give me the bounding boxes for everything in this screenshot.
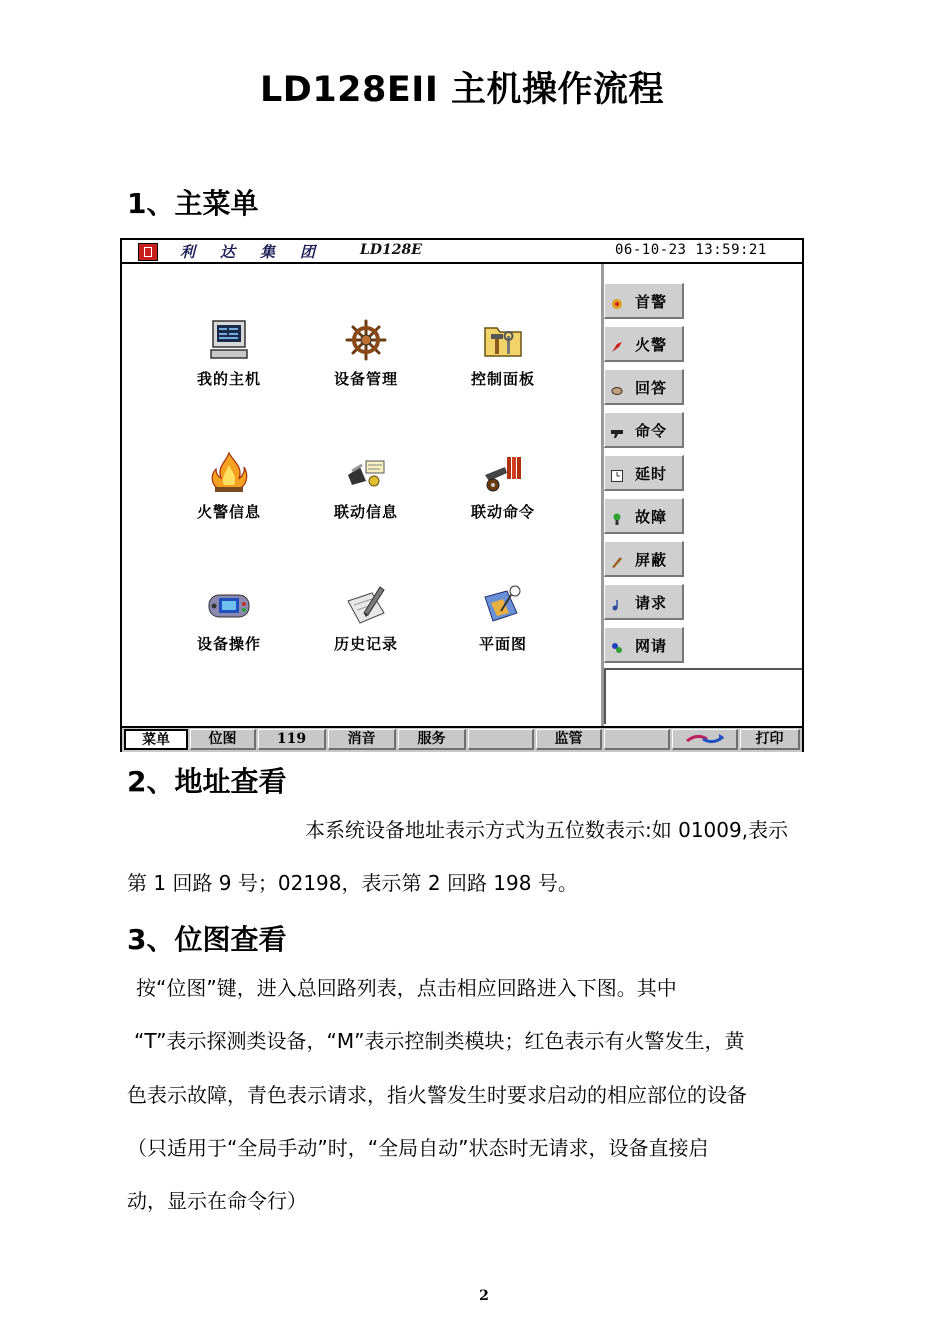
app-device-management[interactable] xyxy=(311,318,421,408)
bottom-button-menu[interactable]: 菜单 xyxy=(124,729,188,750)
side-button-fault[interactable] xyxy=(604,498,684,534)
section-heading-address: 2、地址查看 xyxy=(127,765,287,798)
arrows-icon xyxy=(685,732,725,750)
side-button-label: 命令 xyxy=(635,422,668,440)
app-label: 设备管理 xyxy=(333,370,398,388)
handheld-icon xyxy=(207,583,251,627)
bottom-button-switch[interactable] xyxy=(672,729,738,750)
command-icon xyxy=(611,424,623,436)
app-floor-plan[interactable] xyxy=(448,583,558,673)
app-label: 火警信息 xyxy=(196,503,261,521)
app-linkage-info[interactable] xyxy=(311,451,421,541)
status-sidebar xyxy=(604,264,802,726)
app-control-panel[interactable] xyxy=(448,318,558,408)
paragraph-line: 动，显示在命令行） xyxy=(127,1189,307,1213)
company-char: 达 xyxy=(220,243,236,261)
app-label: 联动信息 xyxy=(333,503,398,521)
side-button-network-request[interactable] xyxy=(604,627,684,663)
bottom-button-supervise[interactable]: 监管 xyxy=(536,729,602,750)
document-title: LD128EII 主机操作流程 xyxy=(259,70,665,110)
app-linkage-command[interactable] xyxy=(448,451,558,541)
screen-titlebar xyxy=(122,240,802,264)
network-request-icon xyxy=(611,639,623,651)
model-name: LD128E xyxy=(360,242,422,258)
side-button-delay[interactable] xyxy=(604,455,684,491)
reply-icon xyxy=(611,381,623,393)
paragraph-line: 按“位图”键，进入总回路列表，点击相应回路进入下图。其中 xyxy=(136,976,677,1000)
fire-alarm-icon xyxy=(611,338,623,350)
side-button-label: 屏蔽 xyxy=(635,551,668,569)
paragraph-line: 色表示故障，青色表示请求，指火警发生时要求启动的相应部位的设备 xyxy=(127,1083,747,1107)
first-alarm-icon xyxy=(611,295,623,307)
tools-folder-icon xyxy=(481,318,525,362)
fire-icon xyxy=(207,451,251,495)
company-char: 团 xyxy=(300,243,316,261)
app-device-operation[interactable] xyxy=(174,583,284,673)
app-label: 联动命令 xyxy=(470,503,535,521)
app-history-record[interactable] xyxy=(311,583,421,673)
side-button-label: 回答 xyxy=(635,379,668,397)
side-button-first-alarm[interactable] xyxy=(604,283,684,319)
app-fire-alarm-info[interactable] xyxy=(174,451,284,541)
paragraph-line: “T”表示探测类设备，“M”表示控制类模块；红色表示有火警发生，黄 xyxy=(134,1029,745,1053)
company-char: 利 xyxy=(180,243,196,261)
side-button-command[interactable] xyxy=(604,412,684,448)
app-label: 平面图 xyxy=(478,635,527,653)
paragraph-line: 第 1 回路 9 号；02198，表示第 2 回路 198 号。 xyxy=(127,871,578,895)
app-grid xyxy=(122,264,600,726)
section-heading-bitmap: 3、位图查看 xyxy=(127,923,287,956)
message-box xyxy=(604,668,802,724)
bottom-button-119[interactable]: 119 xyxy=(258,729,326,750)
app-label: 控制面板 xyxy=(470,370,535,388)
bottom-button-print[interactable]: 打印 xyxy=(740,729,800,750)
side-button-label: 网请 xyxy=(635,637,668,655)
ship-wheel-icon xyxy=(344,318,388,362)
side-button-reply[interactable] xyxy=(604,369,684,405)
section-heading-main-menu: 1、主菜单 xyxy=(127,187,259,220)
side-button-label: 首警 xyxy=(635,293,668,311)
app-label: 我的主机 xyxy=(196,370,261,388)
bottom-button-silence[interactable]: 消音 xyxy=(328,729,396,750)
company-logo-icon xyxy=(138,243,158,261)
app-label: 设备操作 xyxy=(196,635,261,653)
side-button-label: 请求 xyxy=(635,594,668,612)
request-icon xyxy=(611,596,623,608)
bottom-toolbar xyxy=(122,726,802,752)
datetime-display: 06-10-23 13:59:21 xyxy=(615,242,767,258)
bottom-button-blank[interactable] xyxy=(468,729,534,750)
bottom-button-service[interactable]: 服务 xyxy=(398,729,466,750)
fault-icon xyxy=(611,510,623,522)
shield-icon xyxy=(611,553,623,565)
linkage-icon xyxy=(344,451,388,495)
app-label: 历史记录 xyxy=(333,635,398,653)
paragraph-line: 本系统设备地址表示方式为五位数表示:如 01009,表示 xyxy=(305,818,789,842)
delay-icon xyxy=(611,467,623,479)
side-button-label: 火警 xyxy=(635,336,668,354)
company-char: 集 xyxy=(260,243,276,261)
app-my-host[interactable] xyxy=(174,318,284,408)
writing-icon xyxy=(344,583,388,627)
side-button-label: 延时 xyxy=(635,465,668,483)
bottom-button-bitmap[interactable]: 位图 xyxy=(190,729,256,750)
bottom-button-blank[interactable] xyxy=(604,729,670,750)
floorplan-icon xyxy=(481,583,525,627)
host-screen xyxy=(120,238,804,752)
paragraph-line: （只适用于“全局手动”时，“全局自动”状态时无请求，设备直接启 xyxy=(127,1136,709,1160)
page-number: 2 xyxy=(479,1288,489,1304)
computer-icon xyxy=(207,318,251,362)
side-button-request[interactable] xyxy=(604,584,684,620)
side-button-fire-alarm[interactable] xyxy=(604,326,684,362)
cannon-icon xyxy=(481,451,525,495)
side-button-label: 故障 xyxy=(635,508,668,526)
side-button-shield[interactable] xyxy=(604,541,684,577)
